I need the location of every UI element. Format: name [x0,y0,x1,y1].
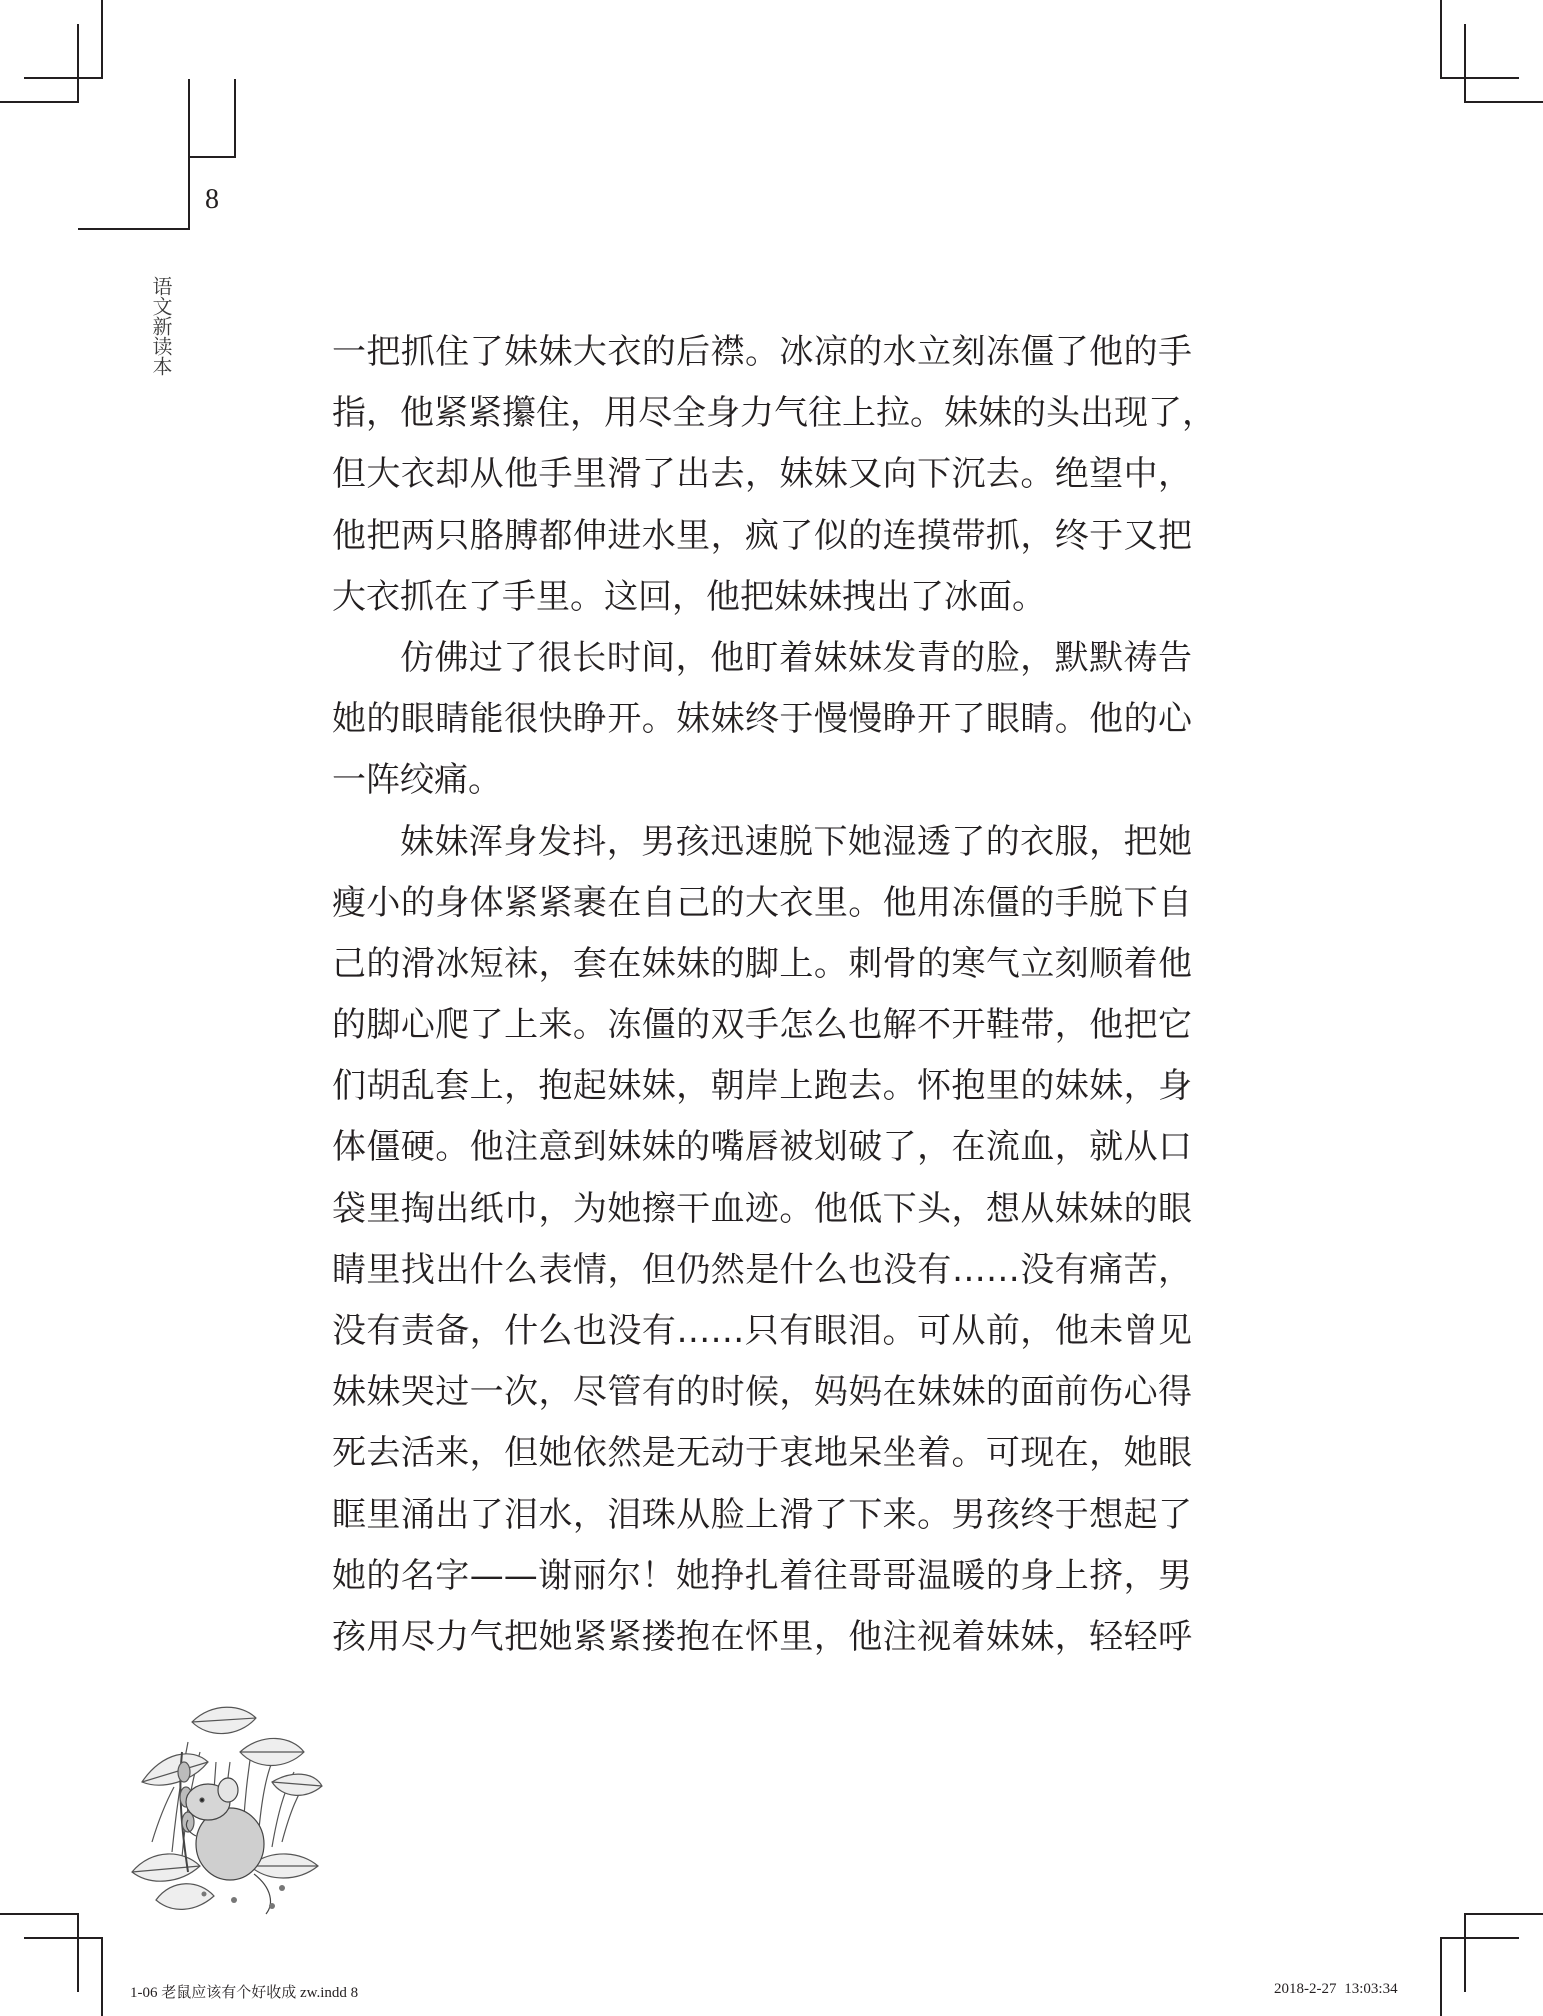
crop-mark [24,77,103,79]
text-line: 妹妹哭过一次，尽管有的时候，妈妈在妹妹的面前伤心得 [332,1372,1192,1413]
text-line: 己的滑冰短袜，套在妹妹的脚上。刺骨的寒气立刻顺着他 [332,943,1192,984]
crop-mark [0,101,79,103]
text-line: 妹妹浑身发抖，男孩迅速脱下她湿透了的衣服，把她 [400,821,1192,862]
crop-mark [1440,77,1519,79]
text-line: 孩用尽力气把她紧紧搂抱在怀里，他注视着妹妹，轻轻呼 [332,1616,1192,1657]
crop-mark [77,24,79,103]
text-line: 仿佛过了很长时间，他盯着妹妹发青的脸，默默祷告 [400,637,1192,678]
text-line: 们胡乱套上，抱起妹妹，朝岸上跑去。怀抱里的妹妹，身 [332,1066,1192,1107]
text-line: 但大衣却从他手里滑了出去，妹妹又向下沉去。绝望中， [332,454,1192,495]
footer-timestamp: 2018-2-27 13:03:34 [1274,1981,1398,1997]
crop-mark [1464,101,1543,103]
text-line: 指，他紧紧攥住，用尽全身力气往上拉。妹妹的头出现了， [332,393,1216,434]
text-line: 没有责备，什么也没有……只有眼泪。可从前，他未曾见 [332,1311,1192,1351]
text-line: 睛里找出什么表情，但仍然是什么也没有……没有痛苦， [332,1249,1192,1290]
crop-mark [1464,24,1466,103]
text-line: 她的眼睛能很快睁开。妹妹终于慢慢睁开了眼睛。他的心 [332,699,1192,740]
text-line: 她的名字——谢丽尔！她挣扎着往哥哥温暖的身上挤，男 [332,1555,1192,1596]
text-line: 瘦小的身体紧紧裹在自己的大衣里。他用冻僵的手脱下自 [332,882,1192,923]
text-line: 一把抓住了妹妹大衣的后襟。冰凉的水立刻冻僵了他的手 [332,332,1192,372]
book-title-vertical: 语文新读本 [149,276,173,376]
page-number: 8 [205,184,219,215]
crop-mark [1440,1937,1519,1939]
crop-mark [1440,1937,1442,2016]
body-text [332,322,1216,1668]
crop-mark [77,1913,79,1992]
text-line: 大衣抓在了手里。这回，他把妹妹拽出了冰面。 [332,576,1046,617]
text-line: 他把两只胳膊都伸进水里，疯了似的连摸带抓，终于又把 [332,515,1192,556]
crop-mark [101,0,103,79]
crop-mark [101,1937,103,2016]
text-line: 体僵硬。他注意到妹妹的嘴唇被划破了，在流血，就从口 [332,1127,1192,1168]
text-line: 一阵绞痛。 [332,760,502,801]
crop-mark [24,1937,103,1939]
footer-file-label: 1-06 老鼠应该有个好收成 zw.indd 8 [130,1985,359,2001]
crop-mark [1440,0,1442,79]
page-number-bracket [234,79,236,158]
text-line: 的脚心爬了上来。冻僵的双手怎么也解不开鞋带，他把它 [332,1005,1192,1046]
crop-mark [1464,1913,1543,1915]
text-line: 眶里涌出了泪水，泪珠从脸上滑了下来。男孩终于想起了 [332,1494,1192,1535]
mouse-illustration-icon [122,1652,338,1924]
crop-mark [0,1913,79,1915]
page-number-bracket [78,228,189,230]
text-line: 死去活来，但她依然是无动于衷地呆坐着。可现在，她眼 [332,1433,1192,1474]
crop-mark [1464,1913,1466,1992]
text-line: 袋里掏出纸巾，为她擦干血迹。他低下头，想从妹妹的眼 [332,1188,1192,1229]
page-number-bracket [188,156,235,158]
page-number-bracket [188,79,190,230]
